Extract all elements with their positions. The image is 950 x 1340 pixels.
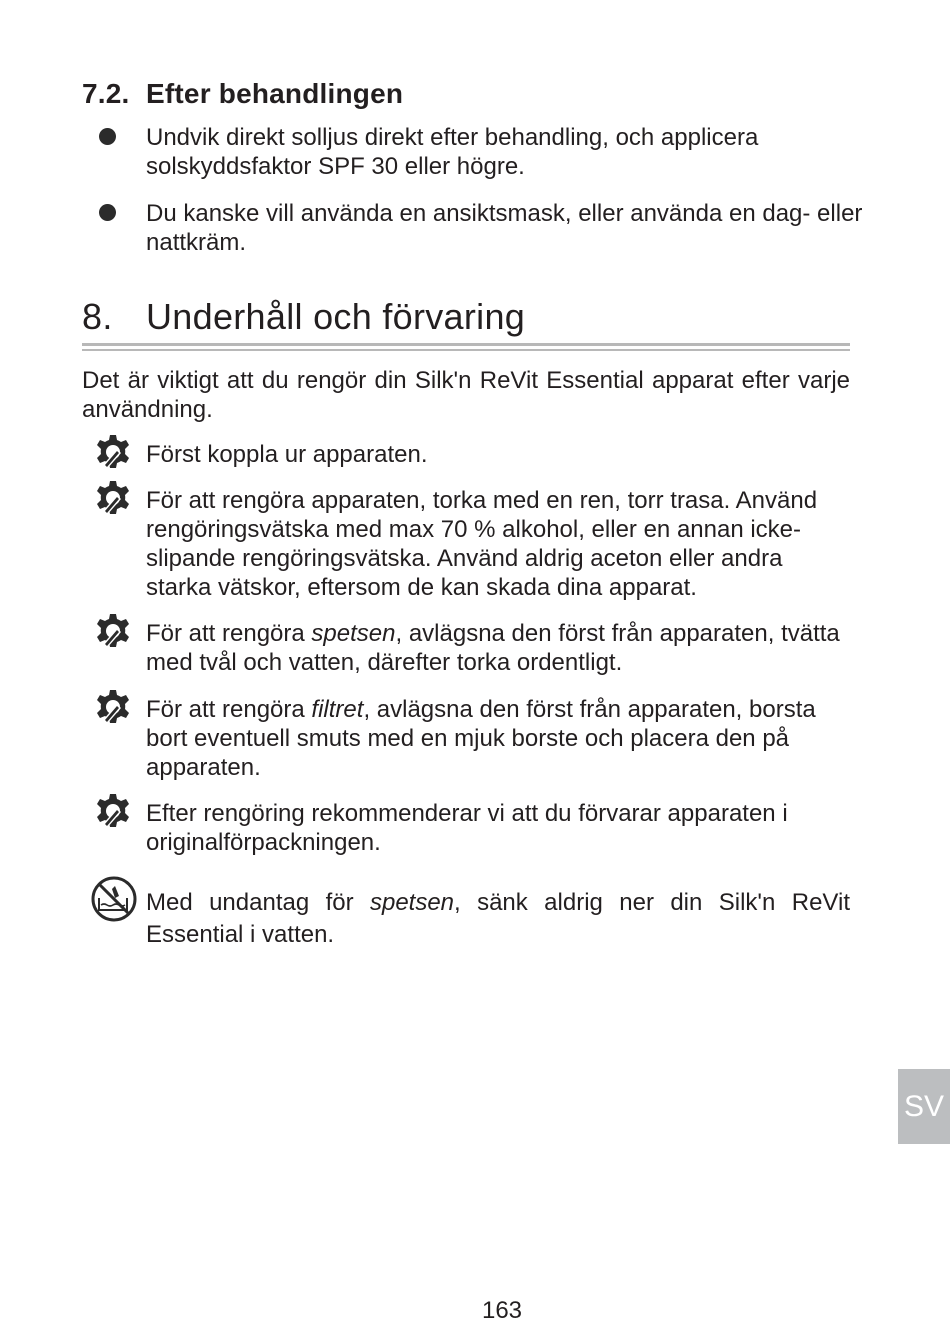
- warning-text: [146, 887, 850, 951]
- warning-text-part: , sänk aldrig ner din Silk'n ReVit Essential i vatten.: [146, 889, 850, 948]
- section-title: Underhåll och förvaring: [146, 296, 526, 337]
- warning-emphasis: spetsen: [369, 889, 455, 916]
- gear-wrench-icon: [90, 612, 134, 652]
- list-item: Undvik direkt solljus direkt efter behandling, och applicera solskyddsfaktor SPF 30 eller högre.: [146, 124, 759, 180]
- step-emphasis: filtret: [311, 696, 364, 723]
- bullet-icon: [99, 204, 116, 221]
- warning-text-part: Med undantag för: [146, 889, 370, 916]
- list-item: Du kanske vill använda en ansiktsmask, eller använda en dag- eller nattkräm.: [146, 200, 863, 256]
- bullet-icon: [99, 128, 116, 145]
- step-text: För att rengöra apparaten, torka med en ren, torr trasa. Använd rengöringsvätska med max 70 % alkohol, eller en annan icke-slipande rengöringsvätska. Använd aldrig aceton eller andra starka vätskor, eftersom de kan skada dina apparat.: [146, 487, 818, 601]
- section-title: Efter behandlingen: [146, 78, 404, 109]
- page-number: 163: [481, 1297, 523, 1324]
- heading-divider: [82, 349, 850, 351]
- step-text: [146, 619, 856, 677]
- no-water-immersion-icon: [91, 876, 137, 922]
- section-heading-7-2: [82, 78, 403, 110]
- gear-wrench-icon: [90, 792, 134, 832]
- section-heading-8: [82, 296, 525, 338]
- intro-paragraph: Det är viktigt att du rengör din Silk'n ReVit Essential apparat efter varje användning.: [82, 367, 850, 423]
- step-text-part: , avlägsna den först från apparaten, borsta bort eventuell smuts med en mjuk borste och placera den på apparaten.: [146, 696, 816, 781]
- section-number: 7.2.: [82, 78, 130, 109]
- gear-wrench-icon: [90, 688, 134, 728]
- gear-wrench-icon: [90, 433, 134, 473]
- step-text-part: För att rengöra: [146, 620, 312, 647]
- heading-divider: [82, 343, 850, 346]
- step-text: [146, 695, 836, 782]
- step-text-part: , avlägsna den först från apparaten, tvätta med tvål och vatten, därefter torka ordentligt.: [146, 620, 840, 676]
- gear-wrench-icon: [90, 479, 134, 519]
- section-number: 8.: [82, 296, 113, 337]
- step-text: Först koppla ur apparaten.: [146, 441, 428, 468]
- language-tab: SV: [898, 1069, 950, 1144]
- step-text-part: För att rengöra: [146, 696, 312, 723]
- step-emphasis: spetsen: [311, 620, 396, 647]
- step-text: Efter rengöring rekommenderar vi att du förvarar apparaten i originalförpackningen.: [146, 800, 788, 856]
